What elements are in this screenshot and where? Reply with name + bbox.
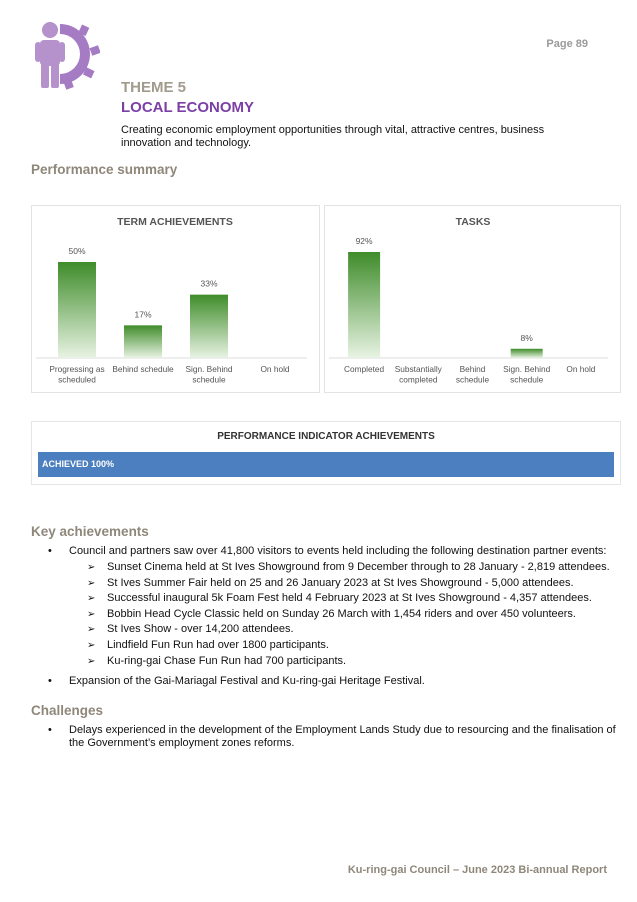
bar xyxy=(58,262,96,358)
performance-summary-heading: Performance summary xyxy=(31,162,178,177)
challenges-list xyxy=(31,724,621,753)
performance-indicator-panel xyxy=(31,421,621,485)
chart-title: TERM ACHIEVEMENTS xyxy=(117,216,233,228)
arrow-bullet-icon: ➢ xyxy=(87,593,96,605)
sub-list-item-text: Lindfield Fun Run had over 1800 participants. xyxy=(107,638,329,651)
sub-list-item xyxy=(31,592,621,605)
page-number: Page 89 xyxy=(546,38,588,50)
theme-title: LOCAL ECONOMY xyxy=(121,99,255,116)
bar xyxy=(190,295,228,358)
arrow-bullet-icon: ➢ xyxy=(87,655,96,667)
category-label: Substantially completed xyxy=(394,364,442,385)
performance-indicator-title: PERFORMANCE INDICATOR ACHIEVEMENTS xyxy=(217,431,435,442)
key-achievements-heading: Key achievements xyxy=(31,524,149,539)
list-item-text: Delays experienced in the development of the Employment Lands Study due to resourcing and the finalisation of the Government’s employment zones reforms. xyxy=(69,724,616,749)
tasks-svg xyxy=(325,206,620,392)
list-item-text: Council and partners saw over 41,800 visitors to events held including the following destination partner events: xyxy=(69,545,607,557)
term-achievements-svg xyxy=(32,206,319,392)
data-label: 17% xyxy=(134,309,152,320)
bullet-icon: • xyxy=(48,724,52,736)
category-label: Completed xyxy=(344,364,385,374)
person-gear-icon xyxy=(30,18,100,90)
arrow-bullet-icon: ➢ xyxy=(87,608,96,620)
arrow-bullet-icon: ➢ xyxy=(87,624,96,636)
data-label: 50% xyxy=(68,246,86,256)
sub-list-item xyxy=(31,639,621,652)
sub-list-item-text: St Ives Summer Fair held on 25 and 26 January 2023 at St Ives Showground - 5,000 attendees. xyxy=(107,576,574,589)
sub-list-item-text: Bobbin Head Cycle Classic held on Sunday 26 March with 1,454 riders and over 450 volunteers. xyxy=(107,607,576,620)
category-label: Progressing as scheduled xyxy=(49,364,105,385)
sub-list-item-text: Ku-ring-gai Chase Fun Run had 700 participants. xyxy=(107,654,347,667)
category-label: On hold xyxy=(260,364,290,374)
sub-list-item xyxy=(31,655,621,668)
bar xyxy=(124,325,162,358)
arrow-bullet-icon: ➢ xyxy=(87,562,96,573)
list-item xyxy=(31,675,621,688)
category-label: Behind schedule xyxy=(112,364,174,374)
performance-indicator-bar xyxy=(38,452,614,477)
list-item-text: Expansion of the Gai-Mariagal Festival and Ku-ring-gai Heritage Festival. xyxy=(69,674,425,687)
performance-indicator-bar-label: ACHIEVED 100% xyxy=(42,459,115,469)
category-label: Behind schedule xyxy=(455,364,490,385)
tasks-chart xyxy=(324,205,621,393)
category-label: Sign. Behind schedule xyxy=(185,364,233,385)
chart-title: TASKS xyxy=(455,216,491,228)
sub-list-item xyxy=(31,577,621,590)
sub-list-item-text: Successful inaugural 5k Foam Fest held 4 February 2023 at St Ives Showground - 4,357 attendees. xyxy=(107,592,592,605)
category-label: On hold xyxy=(566,364,596,374)
theme-description: Creating economic employment opportunities through vital, attractive centres, business innovation and technology. xyxy=(121,124,545,149)
list-item xyxy=(31,545,621,558)
theme-label: THEME 5 xyxy=(121,79,187,96)
sub-list-item-text: Sunset Cinema held at St Ives Showground from 9 December through to 28 January - 2,819 attendees. xyxy=(107,561,610,573)
data-label: 92% xyxy=(355,236,373,246)
bar xyxy=(511,349,543,358)
term-achievements-chart xyxy=(31,205,320,393)
bullet-icon: • xyxy=(48,674,52,687)
data-label: 8% xyxy=(520,332,533,343)
sub-list xyxy=(31,561,621,668)
challenges-heading: Challenges xyxy=(31,703,104,718)
category-label: Sign. Behind schedule xyxy=(503,364,551,385)
key-achievements-list xyxy=(31,545,621,691)
list-item xyxy=(31,724,621,750)
sub-list-item xyxy=(31,561,621,574)
data-label: 33% xyxy=(200,278,218,289)
bar xyxy=(348,252,380,358)
sub-list-item-text: St Ives Show - over 14,200 attendees. xyxy=(107,623,294,636)
arrow-bullet-icon: ➢ xyxy=(87,639,96,651)
sub-list-item xyxy=(31,623,621,636)
footer: Ku-ring-gai Council – June 2023 Bi-annual Report xyxy=(347,864,607,876)
sub-list-item xyxy=(31,608,621,621)
arrow-bullet-icon: ➢ xyxy=(87,577,96,589)
bullet-icon: • xyxy=(48,545,52,557)
